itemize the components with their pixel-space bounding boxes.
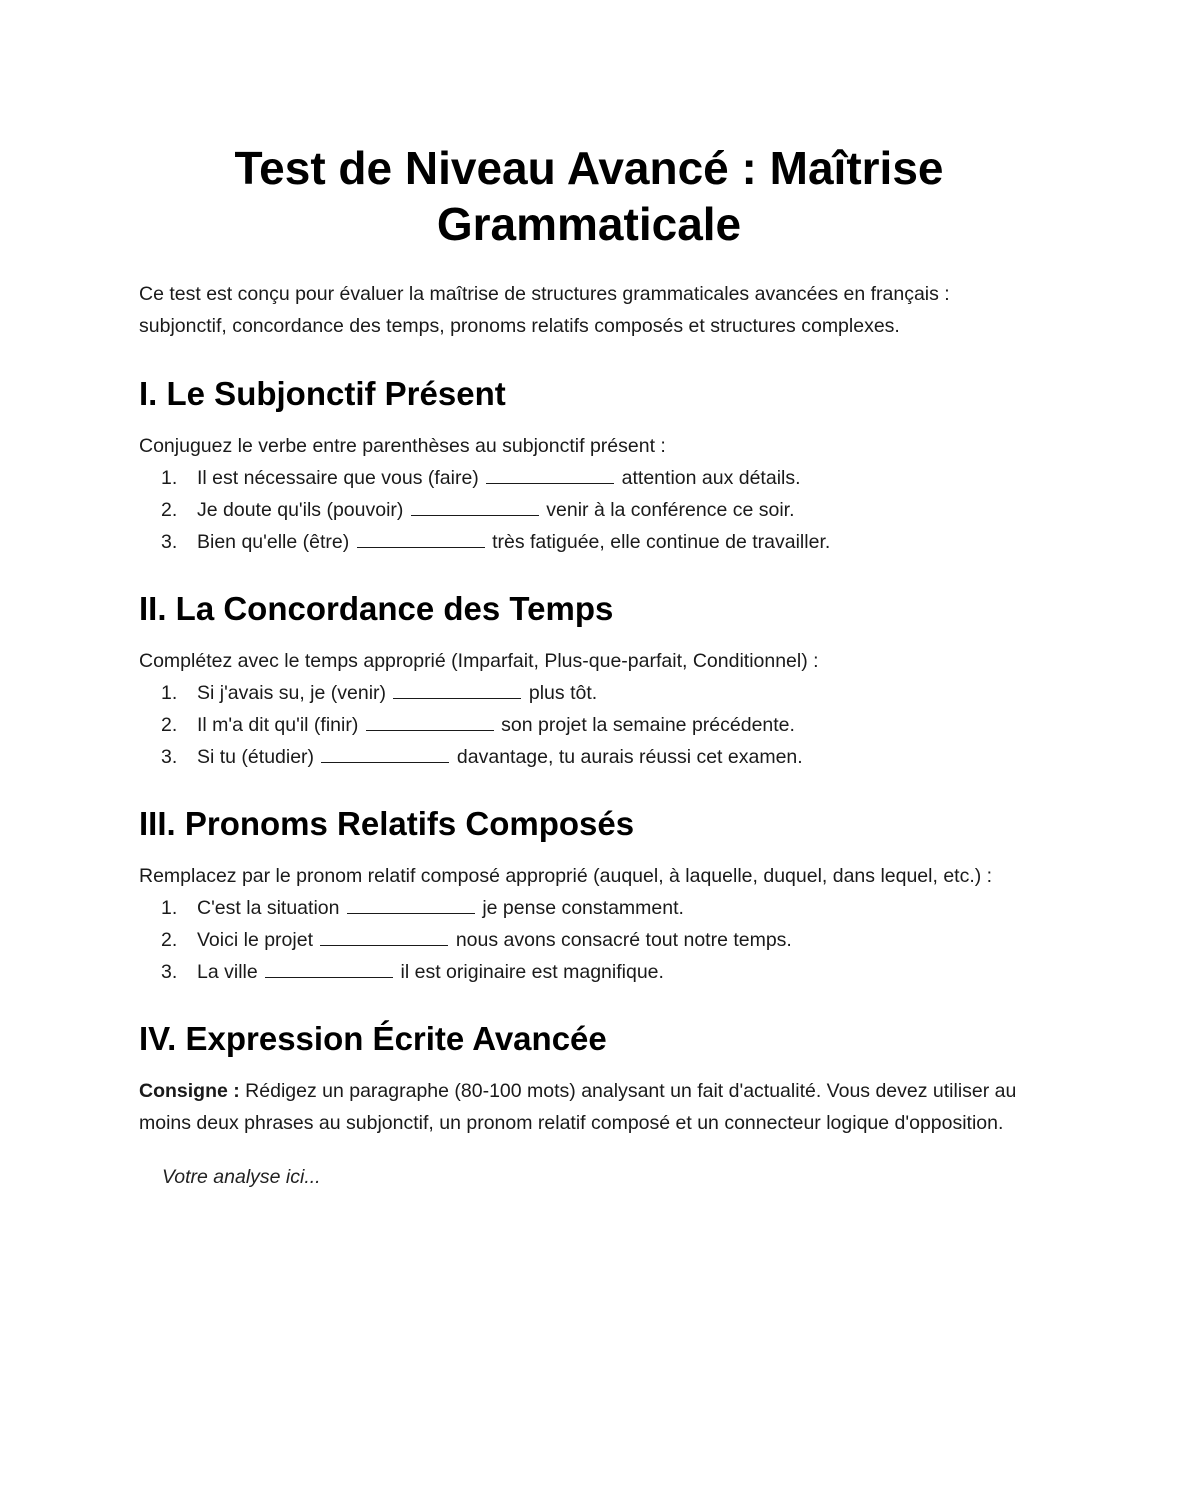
consigne-text: Rédigez un paragraphe (80-100 mots) analysant un fait d'actualité. Vous devez utiliser au moins deux phrases au subjonctif, un pronom relatif composé et un connecteur logique d'opposition. xyxy=(139,1080,1017,1134)
answer-blank[interactable] xyxy=(357,529,485,548)
answer-blank[interactable] xyxy=(320,927,448,946)
section-pronoms-relatifs xyxy=(139,804,1039,988)
item-text-after: son projet la semaine précédente. xyxy=(501,714,795,736)
item-number: 2. xyxy=(161,714,178,736)
consigne-paragraph xyxy=(139,1075,1039,1139)
item-text-after: il est originaire est magnifique. xyxy=(400,961,664,983)
section-expression-ecrite xyxy=(139,1019,1039,1193)
section-concordance xyxy=(139,589,1039,773)
answer-blank[interactable] xyxy=(393,680,521,699)
exercise-item xyxy=(139,677,1039,709)
exercise-item xyxy=(139,924,1039,956)
item-text-after: très fatiguée, elle continue de travailler. xyxy=(492,531,831,553)
exercise-item xyxy=(139,526,1039,558)
item-text-before: Si tu (étudier) xyxy=(197,746,315,768)
item-number: 2. xyxy=(161,929,178,951)
item-text-before: Voici le projet xyxy=(197,929,313,951)
answer-text-area[interactable]: Votre analyse ici... xyxy=(162,1166,321,1188)
consigne-label: Consigne : xyxy=(139,1080,240,1102)
exercise-list xyxy=(139,677,1039,773)
item-text-before: Il m'a dit qu'il (finir) xyxy=(197,714,359,736)
item-number: 2. xyxy=(161,499,178,521)
page-title: Test de Niveau Avancé : Maîtrise Grammaticale xyxy=(234,142,944,250)
item-number: 3. xyxy=(161,746,178,768)
item-text-after: nous avons consacré tout notre temps. xyxy=(455,929,792,951)
section-instruction: Conjuguez le verbe entre parenthèses au subjonctif présent : xyxy=(139,435,666,457)
exercise-item xyxy=(139,494,1039,526)
section-instruction: Remplacez par le pronom relatif composé approprié (auquel, à laquelle, duquel, dans lequel, etc.) : xyxy=(139,865,993,887)
item-text-after: davantage, tu aurais réussi cet examen. xyxy=(456,746,803,768)
item-text-before: Je doute qu'ils (pouvoir) xyxy=(197,499,404,521)
answer-blank[interactable] xyxy=(347,895,475,914)
item-number: 1. xyxy=(161,467,178,489)
exercise-item xyxy=(139,956,1039,988)
item-text-before: La ville xyxy=(197,961,258,983)
section-heading: I. Le Subjonctif Présent xyxy=(139,375,506,412)
section-heading: II. La Concordance des Temps xyxy=(139,590,614,627)
answer-blank[interactable] xyxy=(321,744,449,763)
section-heading: IV. Expression Écrite Avancée xyxy=(139,1020,607,1057)
intro-paragraph: Ce test est conçu pour évaluer la maîtrise de structures grammaticales avancées en français : subjonctif, concordance des temps, pronoms relatifs composés et structures complexes. xyxy=(139,283,950,337)
exercise-item xyxy=(139,709,1039,741)
answer-blank[interactable] xyxy=(411,497,539,516)
item-text-after: attention aux détails. xyxy=(621,467,801,489)
item-number: 3. xyxy=(161,961,178,983)
document-content xyxy=(139,140,1039,1193)
exercise-item xyxy=(139,741,1039,773)
answer-blank[interactable] xyxy=(265,959,393,978)
section-subjonctif xyxy=(139,374,1039,558)
item-number: 3. xyxy=(161,531,178,553)
item-text-before: C'est la situation xyxy=(197,897,340,919)
item-number: 1. xyxy=(161,897,178,919)
exercise-list xyxy=(139,462,1039,558)
exercise-item xyxy=(139,892,1039,924)
section-instruction: Complétez avec le temps approprié (Imparfait, Plus-que-parfait, Conditionnel) : xyxy=(139,650,819,672)
exercise-item xyxy=(139,462,1039,494)
answer-blank[interactable] xyxy=(486,465,614,484)
exercise-list xyxy=(139,892,1039,988)
item-text-after: je pense constamment. xyxy=(482,897,684,919)
item-text-before: Il est nécessaire que vous (faire) xyxy=(197,467,479,489)
section-heading: III. Pronoms Relatifs Composés xyxy=(139,805,635,842)
item-text-before: Si j'avais su, je (venir) xyxy=(197,682,387,704)
answer-blank[interactable] xyxy=(366,712,494,731)
item-text-before: Bien qu'elle (être) xyxy=(197,531,350,553)
item-number: 1. xyxy=(161,682,178,704)
item-text-after: plus tôt. xyxy=(528,682,598,704)
item-text-after: venir à la conférence ce soir. xyxy=(546,499,795,521)
